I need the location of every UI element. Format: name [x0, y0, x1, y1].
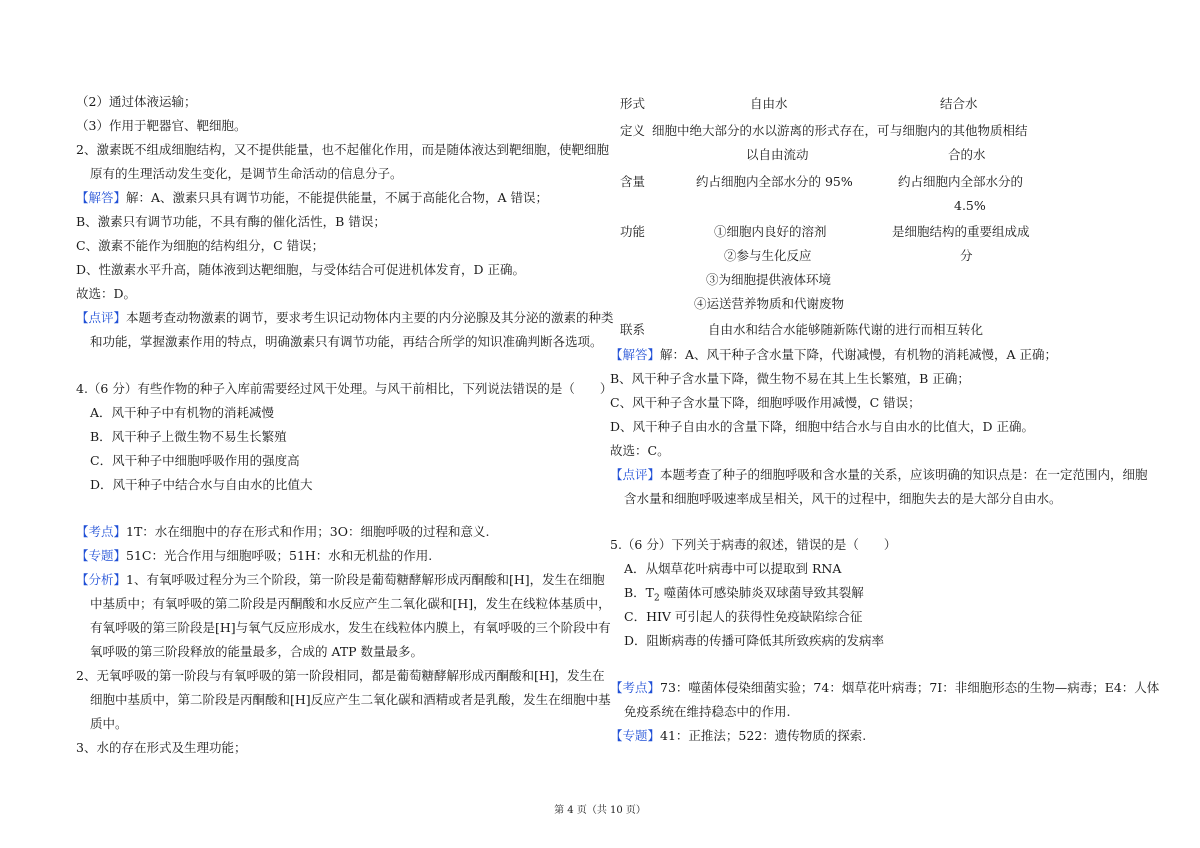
text-line: 原有的生理活动发生变化，是调节生命活动的信息分子。: [90, 166, 403, 181]
table-cell: 约占细胞内全部水分的 95%: [696, 174, 853, 189]
table-cell: ①细胞内良好的溶剂: [714, 224, 827, 239]
option-b: [624, 585, 864, 607]
text-line: 含水量和细胞呼吸速率成呈相关，风干的过程中，细胞失去的是大部分自由水。: [624, 491, 1062, 506]
table-cell: 是细胞结构的重要组成成: [892, 224, 1030, 239]
answer-line: [610, 347, 1057, 363]
option-d: D．风干种子中结合水与自由水的比值大: [90, 477, 313, 492]
option-c: C．HIV 可引起人的获得性免疫缺陷综合征: [624, 609, 863, 624]
text-line: 和功能，掌握激素作用的特点，明确激素只有调节功能，再结合所学的知识准确判断各选项。: [90, 334, 603, 349]
text-span: 73：噬菌体侵染细菌实验；74：烟草花叶病毒；7I：非细胞形态的生物—病毒；E4：人体: [660, 680, 1160, 695]
text-span: 1、有氧呼吸过程分为三个阶段，第一阶段是葡萄糖酵解形成丙酮酸和[H]，发生在细胞: [126, 572, 605, 587]
table-cell: 4.5%: [954, 198, 986, 213]
table-row-label: 功能: [620, 224, 646, 239]
text-span: 51C：光合作用与细胞呼吸；51H：水和无机盐的作用.: [126, 548, 433, 563]
table-row-label: 定义: [620, 123, 646, 138]
option-b: B．风干种子上微生物不易生长繁殖: [90, 429, 287, 444]
analysis-line: [76, 572, 605, 588]
text-span: 解：A、激素只具有调节功能，不能提供能量，不属于高能化合物，A 错误；: [126, 190, 549, 205]
text-line: 2、无氧呼吸的第一阶段与有氧呼吸的第一阶段相同，都是葡萄糖酵解形成丙酮酸和[H]，发生在: [76, 668, 605, 683]
text-span: 本题考查了种子的细胞呼吸和含水量的关系，应该明确的知识点是：在一定范围内，细胞: [660, 467, 1148, 482]
text-line: 氧呼吸的第三阶段释放的能量最多，合成的 ATP 数量最多。: [90, 644, 424, 659]
answer-line: [76, 190, 548, 206]
point-line: [610, 680, 1159, 696]
text-line: 质中。: [90, 716, 128, 731]
table-cell: 约占细胞内全部水分的: [898, 174, 1024, 189]
question-4: 4.（6 分）有些作物的种子入库前需要经过风干处理。与风干前相比，下列说法错误的是（ ）: [76, 381, 613, 396]
topic-line: [76, 548, 432, 564]
text-line: 有氧呼吸的第三阶段是[H]与氧气反应形成水，发生在线粒体内膜上，有氧呼吸的三个阶段中有: [90, 620, 611, 635]
table-row-label: 联系: [620, 322, 646, 337]
topic-tag: 【专题】: [610, 728, 661, 743]
table-cell: 细胞中绝大部分的水以游离的形式存在，可: [652, 123, 890, 138]
option-d: D．阻断病毒的传播可降低其所致疾病的发病率: [624, 633, 885, 648]
text-line: D、性激素水平升高，随体液到达靶细胞，与受体结合可促进机体发育，D 正确。: [76, 262, 526, 277]
answer-tag: 【解答】: [76, 190, 127, 205]
table-cell: ③为细胞提供液体环境: [706, 272, 832, 287]
text-span: 41：正推法；522：遗传物质的探索.: [660, 728, 867, 743]
comment-line: [610, 467, 1148, 483]
text-span: 噬菌体可感染肺炎双球菌导致其裂解: [659, 585, 864, 600]
text-line: B、激素只有调节功能，不具有酶的催化活性，B 错误；: [76, 214, 386, 229]
table-row-label: 含量: [620, 174, 646, 189]
answer-tag: 【解答】: [610, 347, 661, 362]
text-span: 1T：水在细胞中的存在形式和作用；3O：细胞呼吸的过程和意义.: [126, 524, 490, 539]
text-line: 免疫系统在维持稳态中的作用.: [624, 704, 791, 719]
text-span: 本题考查动物激素的调节，要求考生识记动物体内主要的内分泌腺及其分泌的激素的种类: [126, 310, 614, 325]
text-line: （3）作用于靶器官、靶细胞。: [76, 118, 247, 133]
table-cell: 分: [960, 248, 973, 263]
text-line: C、激素不能作为细胞的结构组分，C 错误；: [76, 238, 325, 253]
table-cell: 自由水和结合水能够随新陈代谢的进行而相互转化: [708, 322, 984, 337]
text-line: B、风干种子含水量下降，微生物不易在其上生长繁殖，B 正确；: [610, 371, 970, 386]
text-line: 故选：D。: [76, 286, 137, 301]
table-cell: 合的水: [948, 147, 986, 162]
comment-line: [76, 310, 614, 326]
table-header-bound: 结合水: [940, 96, 978, 111]
table-cell: ④运送营养物质和代谢废物: [694, 296, 845, 311]
table-header-free: 自由水: [750, 96, 788, 111]
text-span: 解：A、风干种子含水量下降，代谢减慢，有机物的消耗减慢，A 正确；: [660, 347, 1058, 362]
table-cell: 与细胞内的其他物质相结: [890, 123, 1028, 138]
comment-tag: 【点评】: [610, 467, 661, 482]
option-c: C．风干种子中细胞呼吸作用的强度高: [90, 453, 300, 468]
text-line: 故选：C。: [610, 443, 670, 458]
page-footer: 第 4 页（共 10 页）: [554, 805, 646, 816]
point-line: [76, 524, 489, 540]
text-line: 3、水的存在形式及生理功能；: [76, 740, 247, 755]
text-line: 细胞中基质中，第二阶段是丙酮酸和[H]反应产生二氧化碳和酒精或者是乳酸，发生在细胞中基: [90, 692, 611, 707]
point-tag: 【考点】: [76, 524, 127, 539]
topic-line: [610, 728, 866, 744]
question-5: 5.（6 分）下列关于病毒的叙述，错误的是（ ）: [610, 537, 897, 552]
text-line: （2）通过体液运输；: [76, 94, 197, 109]
text-line: 2、激素既不组成细胞结构，又不提供能量，也不起催化作用，而是随体液达到靶细胞，使靶细胞: [76, 142, 609, 157]
text-span: B．T: [624, 585, 655, 600]
analysis-tag: 【分析】: [76, 572, 127, 587]
text-line: C、风干种子含水量下降，细胞呼吸作用减慢，C 错误；: [610, 395, 921, 410]
subscript: 2: [654, 593, 660, 604]
comment-tag: 【点评】: [76, 310, 127, 325]
table-cell: 以自由流动: [746, 147, 809, 162]
option-a: A．从烟草花叶病毒中可以提取到 RNA: [624, 561, 842, 576]
text-line: D、风干种子自由水的含量下降，细胞中结合水与自由水的比值大，D 正确。: [610, 419, 1035, 434]
table-cell: ②参与生化反应: [724, 248, 812, 263]
point-tag: 【考点】: [610, 680, 661, 695]
table-header-form: 形式: [620, 96, 646, 111]
option-a: A．风干种子中有机物的消耗减慢: [90, 405, 275, 420]
text-line: 中基质中；有氧呼吸的第二阶段是丙酮酸和水反应产生二氧化碳和[H]，发生在线粒体基质中，: [90, 596, 611, 611]
topic-tag: 【专题】: [76, 548, 127, 563]
